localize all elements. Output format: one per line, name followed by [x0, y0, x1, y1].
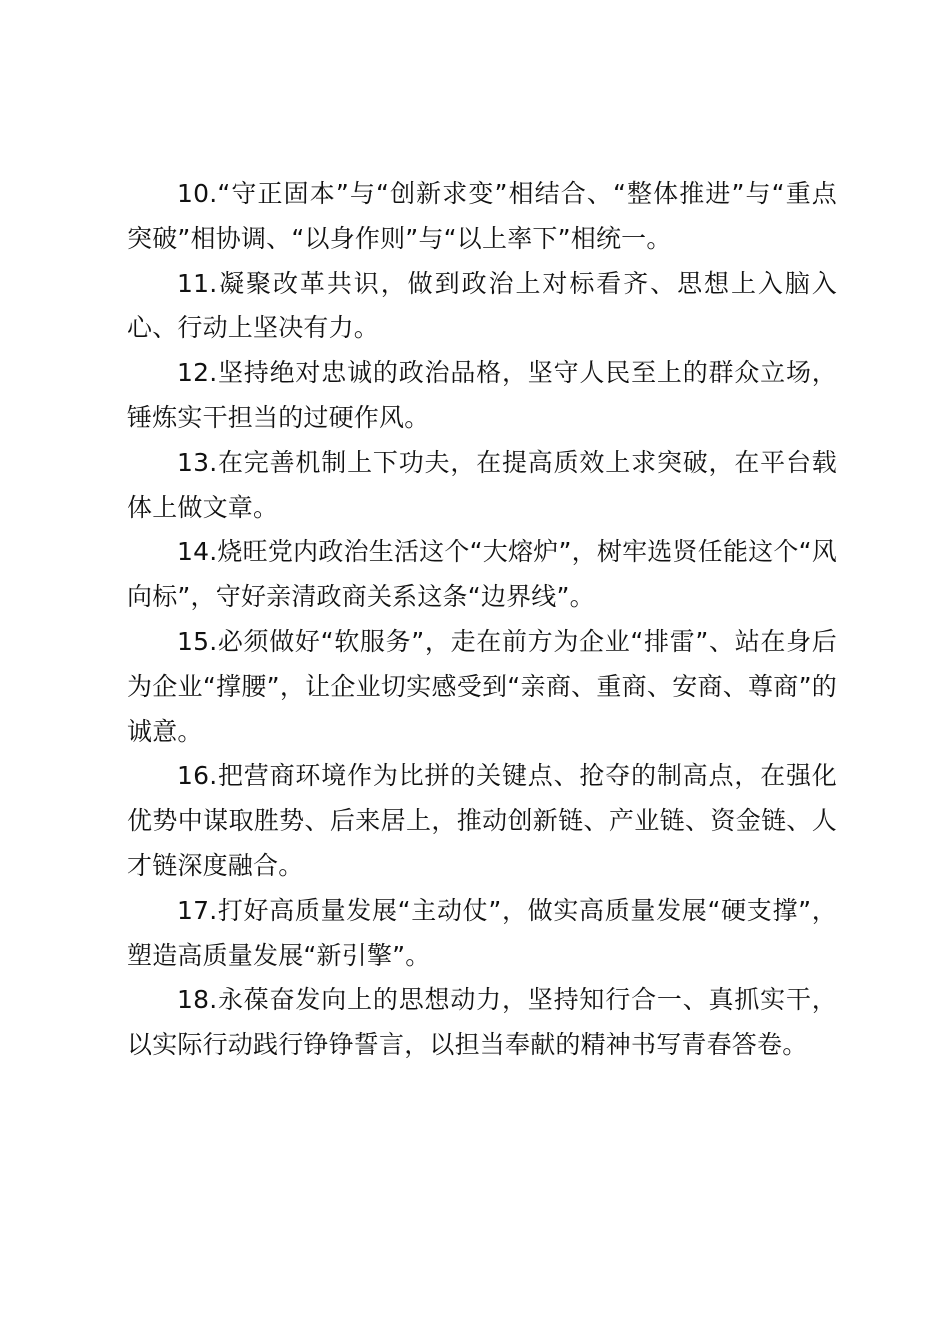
paragraph-13: 13.在完善机制上下功夫，在提高质效上求突破，在平台载体上做文章。: [127, 447, 837, 522]
paragraph-17: 17.打好高质量发展“主动仗”，做实高质量发展“硬支撑”，塑造高质量发展“新引擎”。: [127, 895, 837, 970]
paragraph-16: 16.把营商环境作为比拼的关键点、抢夺的制高点，在强化优势中谋取胜势、后来居上，推动创新链、产业链、资金链、人才链深度融合。: [127, 761, 837, 880]
paragraph-18: 18.永葆奋发向上的思想动力，坚持知行合一、真抓实干，以实际行动践行铮铮誓言，以担当奉献的精神书写青春答卷。: [127, 985, 837, 1060]
paragraph-10: 10.“守正固本”与“创新求变”相结合、“整体推进”与“重点突破”相协调、“以身作则”与“以上率下”相统一。: [127, 179, 837, 253]
document-body: [127, 172, 837, 1068]
paragraph-14: 14.烧旺党内政治生活这个“大熔炉”，树牢选贤任能这个“风向标”，守好亲清政商关系这条“边界线”。: [127, 537, 837, 612]
paragraph-11: 11.凝聚改革共识，做到政治上对标看齐、思想上入脑入心、行动上坚决有力。: [127, 268, 837, 343]
paragraph-15: 15.必须做好“软服务”，走在前方为企业“排雷”、站在身后为企业“撑腰”，让企业切实感受到“亲商、重商、安商、尊商”的诚意。: [127, 626, 837, 746]
paragraph-12: 12.坚持绝对忠诚的政治品格，坚守人民至上的群众立场，锤炼实干担当的过硬作风。: [127, 358, 837, 432]
